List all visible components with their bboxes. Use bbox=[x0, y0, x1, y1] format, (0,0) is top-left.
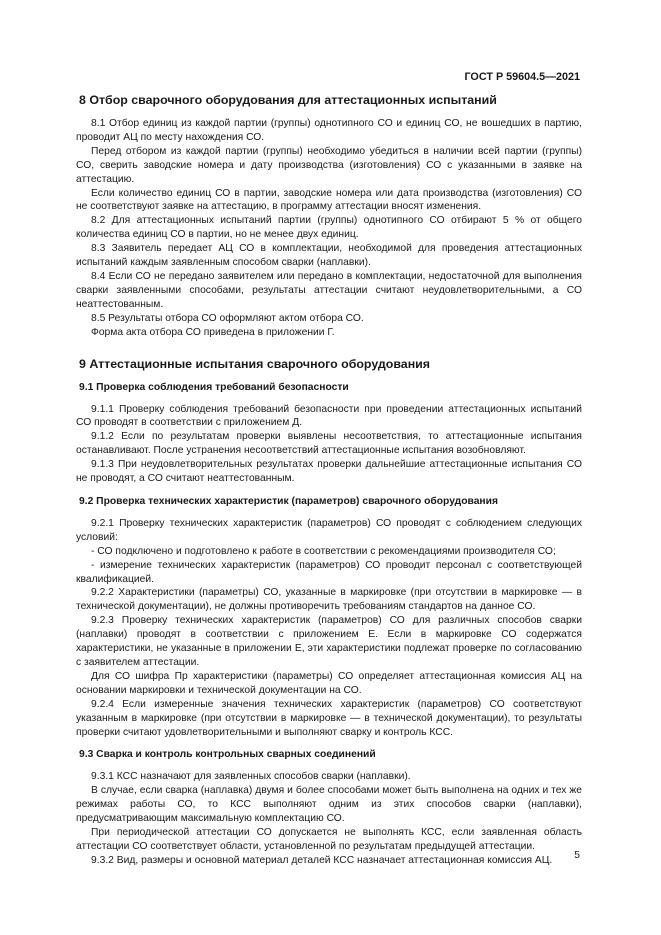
paragraph-9-2-3: 9.2.3 Проверку технических характеристик (параметров) СО для различных способов сварки (наплавки) проводят в соответствии с приложением Е. Если в маркировке СО содержатся характеристики, не указанные в приложении Е, эти характеристики подлежат проверке по согласованию с заявителем аттестации. bbox=[76, 615, 582, 668]
section-9-heading: 9 Аттестационные испытания сварочного оборудования bbox=[79, 356, 431, 371]
paragraph-8-4: 8.4 Если СО не передано заявителем или передано в комплектации, недостаточной для выполнения сварки заявленными способами, результаты аттестации считают неудовлетворительными, а СО неаттестованным. bbox=[76, 270, 582, 310]
list-item-measurement: - измерение технических характеристик (параметров) СО проводит персонал с соответствующей квалификацией. bbox=[76, 559, 582, 585]
paragraph-9-1-3: 9.1.3 При неудовлетворительных результатах проверки дальнейшие аттестационные испытания СО не проводят, а СО считают неаттестованным. bbox=[76, 459, 582, 485]
paragraph-9-2-2: 9.2.2 Характеристики (параметры) СО, указанные в маркировке (при отсутствии в маркировке — в технической документации), не должны противоречить требованиям стандартов на данное СО. bbox=[76, 587, 582, 613]
list-item-connected: - СО подключено и подготовлено к работе в соответствии с рекомендациями производителя СО; bbox=[91, 545, 556, 557]
paragraph-8-1: 8.1 Отбор единиц из каждой партии (группы) однотипного СО и единиц СО, не вошедших в партию, проводит АЦ по месту нахождения СО. bbox=[76, 118, 582, 143]
paragraph-9-3-2: 9.3.2 Вид, размеры и основной материал деталей КСС назначает аттестационная комиссия АЦ. bbox=[91, 854, 553, 866]
paragraph-9-3-1: 9.3.1 КСС назначают для заявленных способов сварки (наплавки). bbox=[91, 771, 411, 783]
paragraph-8-1-mismatch: Если количество единиц СО в партии, заводские номера или дата производства (изготовления) СО не соответствуют заявке на аттестацию, в программу аттестации вносят изменения. bbox=[76, 187, 582, 213]
paragraph-9-1-2: 9.1.2 Если по результатам проверки выявлены несоответствия, то аттестационные испытания останавливают. После устранения несоответствий аттестационные испытания возобновляют. bbox=[76, 431, 582, 457]
paragraph-9-3-1-periodic: При периодической аттестации СО допускается не выполнять КСС, если заявленная область аттестации СО соответствует области, установленной по результатам предыдущей аттестации. bbox=[76, 827, 582, 852]
page-number: 5 bbox=[574, 850, 580, 861]
paragraph-8-5: 8.5 Результаты отбора СО оформляют актом отбора СО. bbox=[91, 312, 364, 324]
paragraph-9-1-1: 9.1.1 Проверку соблюдения требований безопасности при проведении аттестационных испытаний СО проводят в соответствии с приложением Д. bbox=[76, 403, 582, 429]
subsection-9-1-heading: 9.1 Проверка соблюдения требований безопасности bbox=[79, 381, 349, 393]
paragraph-9-3-1-multi: В случае, если сварка (наплавка) двумя и более способами может быть выполнена на одних и тех же режимах работы СО, то КСС выполняют одним из этих способов сварки (наплавки), предусматривающим максимальную комплектацию СО. bbox=[76, 785, 582, 825]
paragraph-8-2: 8.2 Для аттестационных испытаний партии (группы) однотипного СО отбирают 5 % от общего количества единиц СО в партии, но не менее двух единиц. bbox=[76, 215, 582, 241]
paragraph-8-5-form: Форма акта отбора СО приведена в приложении Г. bbox=[91, 326, 335, 338]
paragraph-8-3: 8.3 Заявитель передает АЦ СО в комплектации, необходимой для проведения аттестационных испытаний каждым заявленным способом сварки (наплавки). bbox=[76, 243, 582, 269]
subsection-9-3-heading: 9.3 Сварка и контроль контрольных сварных соединений bbox=[79, 749, 376, 761]
document-code: ГОСТ Р 59604.5—2021 bbox=[464, 71, 580, 83]
paragraph-9-2-4: 9.2.4 Если измеренные значения технических характеристик (параметров) СО соответствуют указанным в маркировке (при отсутствии в маркировке — в технической документации), то результаты проверки считают удовлетворительными и выполняют сварку и контроль КСС. bbox=[76, 698, 582, 738]
paragraph-8-1-check: Перед отбором из каждой партии (группы) необходимо убедиться в наличии всей партии (группы) СО, сверить заводские номера и дату производства (изготовления) СО с указанными в заявке на аттестацию. bbox=[76, 145, 582, 185]
subsection-9-2-heading: 9.2 Проверка технических характеристик (параметров) сварочного оборудования bbox=[79, 495, 498, 507]
section-8-heading: 8 Отбор сварочного оборудования для аттестационных испытаний bbox=[79, 93, 497, 107]
page-content bbox=[76, 92, 582, 868]
paragraph-9-2-1: 9.2.1 Проверку технических характеристик (параметров) СО проводят с соблюдением следующих условий: bbox=[76, 517, 582, 543]
paragraph-9-2-3-pr: Для СО шифра Пр характеристики (параметры) СО определяет аттестационная комиссия АЦ на основании маркировки и технической документации на СО. bbox=[76, 670, 582, 696]
